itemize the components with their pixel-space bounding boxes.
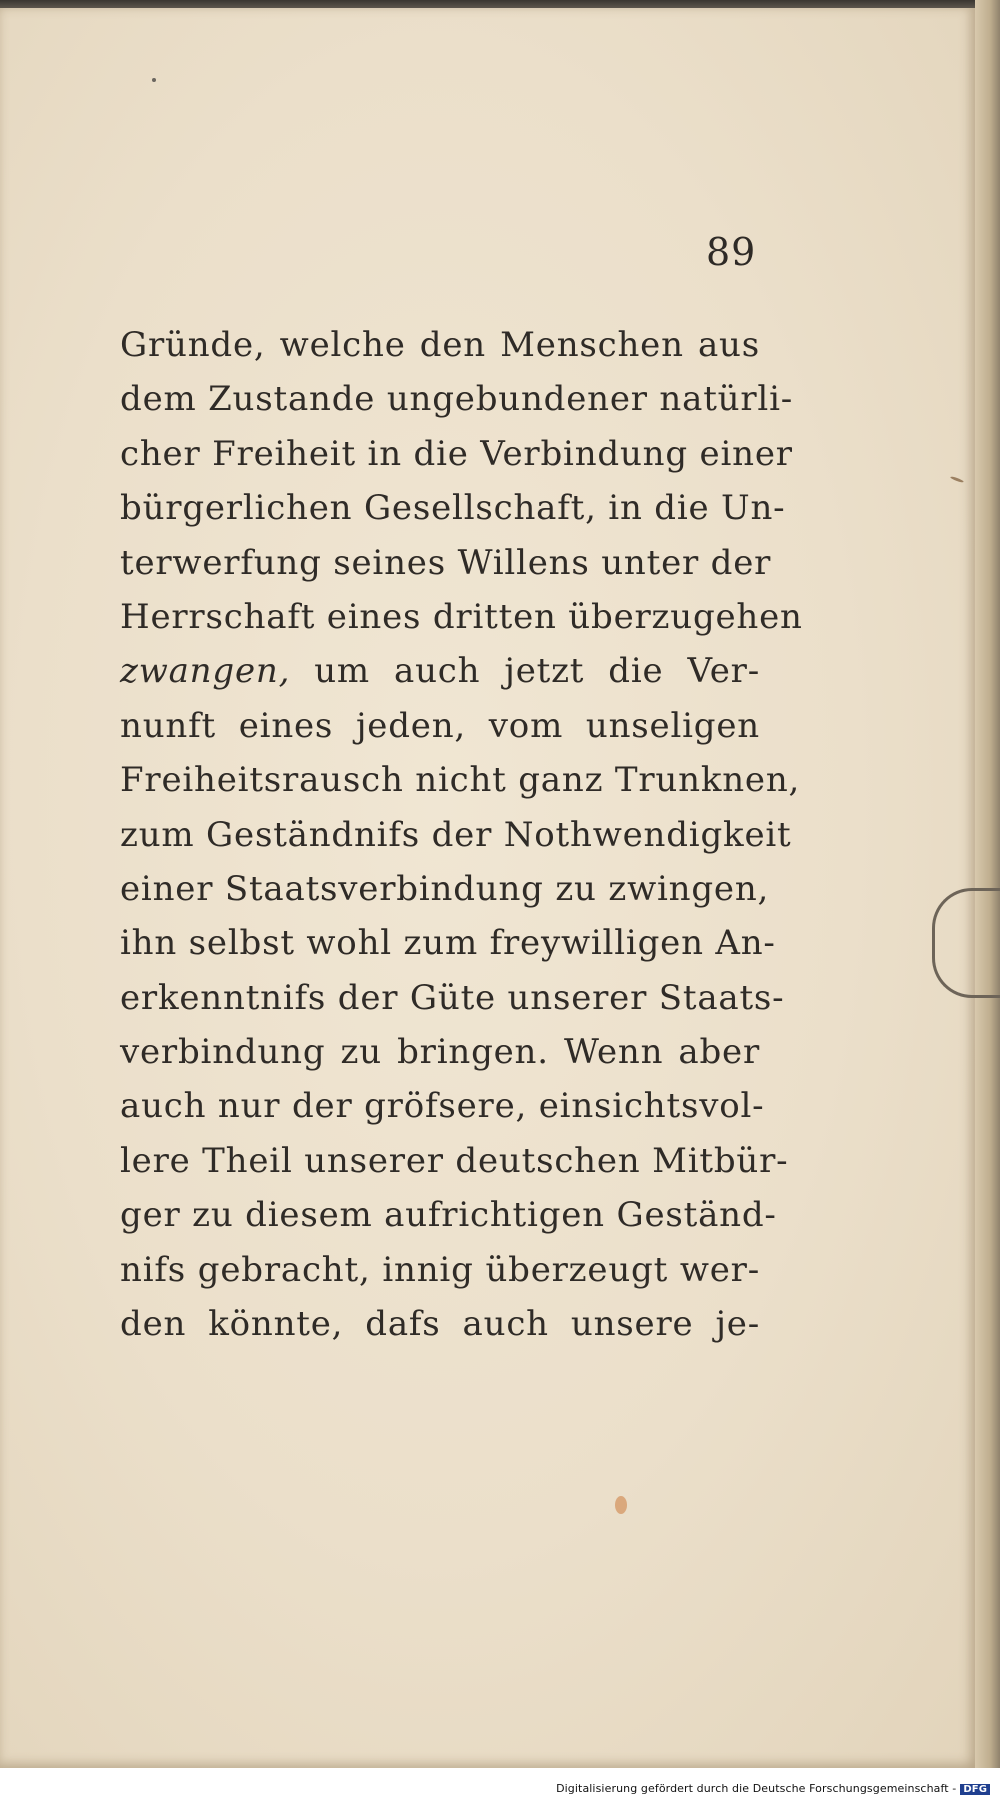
text-line: Herrschaft eines dritten überzugehen (120, 596, 803, 637)
body-text (120, 318, 803, 1351)
text-line: nifs gebracht, innig überzeugt wer- (120, 1249, 760, 1290)
text-line: lere Theil unserer deutschen Mitbür- (120, 1140, 789, 1181)
emphasis-line-rest: um auch jetzt die Ver- (290, 651, 760, 692)
dfg-logo: DFG (960, 1784, 990, 1795)
emphasized-word: zwangen, (120, 651, 291, 692)
paper-stain (615, 1496, 627, 1514)
digitization-credit (556, 1782, 990, 1795)
text-line: zum Geständnifs der Nothwendigkeit (120, 814, 792, 855)
page-number: 89 (706, 230, 757, 274)
text-line: nunft eines jeden, vom unseligen (120, 705, 760, 746)
text-line: cher Freiheit in die Verbindung einer (120, 433, 793, 474)
credit-text: Digitalisierung gefördert durch die Deutsche Forschungsgemeinschaft - (556, 1782, 957, 1795)
text-line: terwerfung seines Willens unter der (120, 542, 772, 583)
text-line: den könnte, dafs auch unsere je- (120, 1304, 760, 1345)
clip-mark (932, 888, 1000, 998)
paper-mark (950, 476, 964, 484)
book-page (0, 8, 977, 1768)
text-line: erkenntnifs der Güte unserer Staats- (120, 977, 785, 1018)
text-line: Freiheitsrausch nicht ganz Trunknen, (120, 760, 801, 801)
text-line: ihn selbst wohl zum freywilligen An- (120, 923, 776, 964)
text-line: Gründe, welche den Menschen aus (120, 325, 760, 365)
text-line: auch nur der gröfsere, einsichtsvol- (120, 1086, 765, 1127)
text-line: einer Staatsverbindung zu zwingen, (120, 868, 770, 909)
text-line: verbindung zu bringen. Wenn aber (120, 1032, 760, 1073)
paper-speck (152, 78, 156, 82)
text-line: ger zu diesem aufrichtigen Geständ- (120, 1195, 777, 1236)
text-line-emphasis (120, 644, 760, 698)
text-line: dem Zustande ungebundener natürli- (120, 379, 794, 420)
text-line: bürgerlichen Gesellschaft, in die Un- (120, 488, 786, 529)
